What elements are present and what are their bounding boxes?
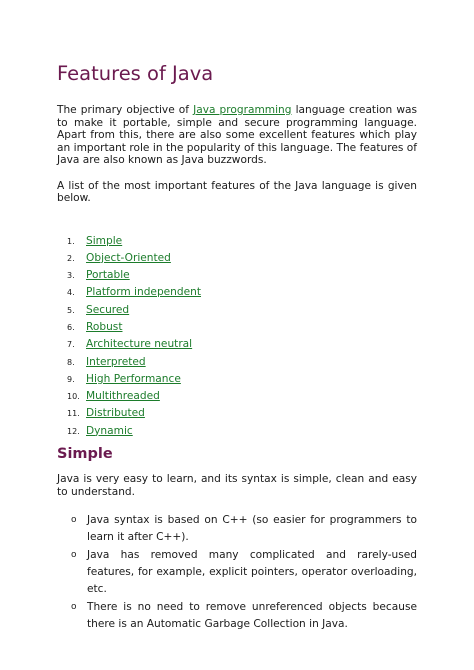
feature-link-high-performance[interactable]: High Performance <box>86 372 181 385</box>
list-number: 11. <box>67 409 80 419</box>
feature-link-architecture-neutral[interactable]: Architecture neutral <box>86 338 193 351</box>
feature-link-distributed[interactable]: Distributed <box>86 407 145 420</box>
list-number: 7. <box>67 340 75 350</box>
list-item <box>67 304 417 321</box>
list-item <box>67 321 417 338</box>
list-item <box>67 425 417 442</box>
list-item <box>67 338 417 355</box>
list-item <box>67 373 417 390</box>
list-intro-paragraph: A list of the most important features of the Java language is given below. <box>57 179 417 204</box>
simple-section-paragraph: Java is very easy to learn, and its syntax is simple, clean and easy to understand. <box>57 473 417 498</box>
list-number: 10. <box>67 392 80 402</box>
bullet-text: Java syntax is based on C++ (so easier for programmers to learn it after C++). <box>87 514 417 544</box>
java-programming-link[interactable]: Java programming <box>193 104 292 116</box>
list-item <box>67 390 417 407</box>
list-item <box>71 512 417 546</box>
page-title: Features of Java <box>57 62 214 85</box>
intro-text-after: language creation was to make it portable, simple and secure programming language. Apart from this, there are also some excellent features which play an important role in the popularity of this language. The features of Java are also known as Java buzzwords. <box>57 104 417 166</box>
feature-link-multithreaded[interactable]: Multithreaded <box>86 390 160 403</box>
list-item <box>67 356 417 373</box>
list-number: 2. <box>67 253 75 263</box>
bullet-marker: o <box>71 550 77 561</box>
intro-text-before: The primary objective of <box>57 104 194 116</box>
feature-link-dynamic[interactable]: Dynamic <box>86 424 133 437</box>
features-list <box>57 235 417 443</box>
list-number: 4. <box>67 288 75 298</box>
feature-link-secured[interactable]: Secured <box>86 303 130 316</box>
list-item <box>67 407 417 424</box>
list-number: 8. <box>67 357 75 367</box>
bullet-text: Java has removed many complicated and rarely-used features, for example, explicit pointers, operator overloading, etc. <box>87 549 417 596</box>
list-item <box>67 286 417 303</box>
list-item <box>67 269 417 286</box>
section-heading-simple: Simple <box>57 446 113 463</box>
list-number: 6. <box>67 322 75 332</box>
feature-link-interpreted[interactable]: Interpreted <box>86 355 146 368</box>
feature-link-simple[interactable]: Simple <box>86 234 123 247</box>
feature-link-robust[interactable]: Robust <box>86 320 123 333</box>
list-item <box>67 252 417 269</box>
list-number: 1. <box>67 236 75 246</box>
list-item <box>71 599 417 633</box>
intro-paragraph <box>57 104 417 167</box>
list-number: 5. <box>67 305 75 315</box>
list-number: 9. <box>67 374 75 384</box>
list-item <box>67 235 417 252</box>
list-item <box>71 547 417 598</box>
list-number: 12. <box>67 426 80 436</box>
feature-link-platform-independent[interactable]: Platform independent <box>86 286 202 299</box>
feature-link-object-oriented[interactable]: Object-Oriented <box>86 251 171 264</box>
bullet-marker: o <box>71 602 77 613</box>
list-number: 3. <box>67 271 75 281</box>
simple-bullet-list <box>57 512 417 633</box>
bullet-marker: o <box>71 515 77 526</box>
feature-link-portable[interactable]: Portable <box>86 269 130 282</box>
bullet-text: There is no need to remove unreferenced objects because there is an Automatic Garbage Collection in Java. <box>87 601 417 631</box>
